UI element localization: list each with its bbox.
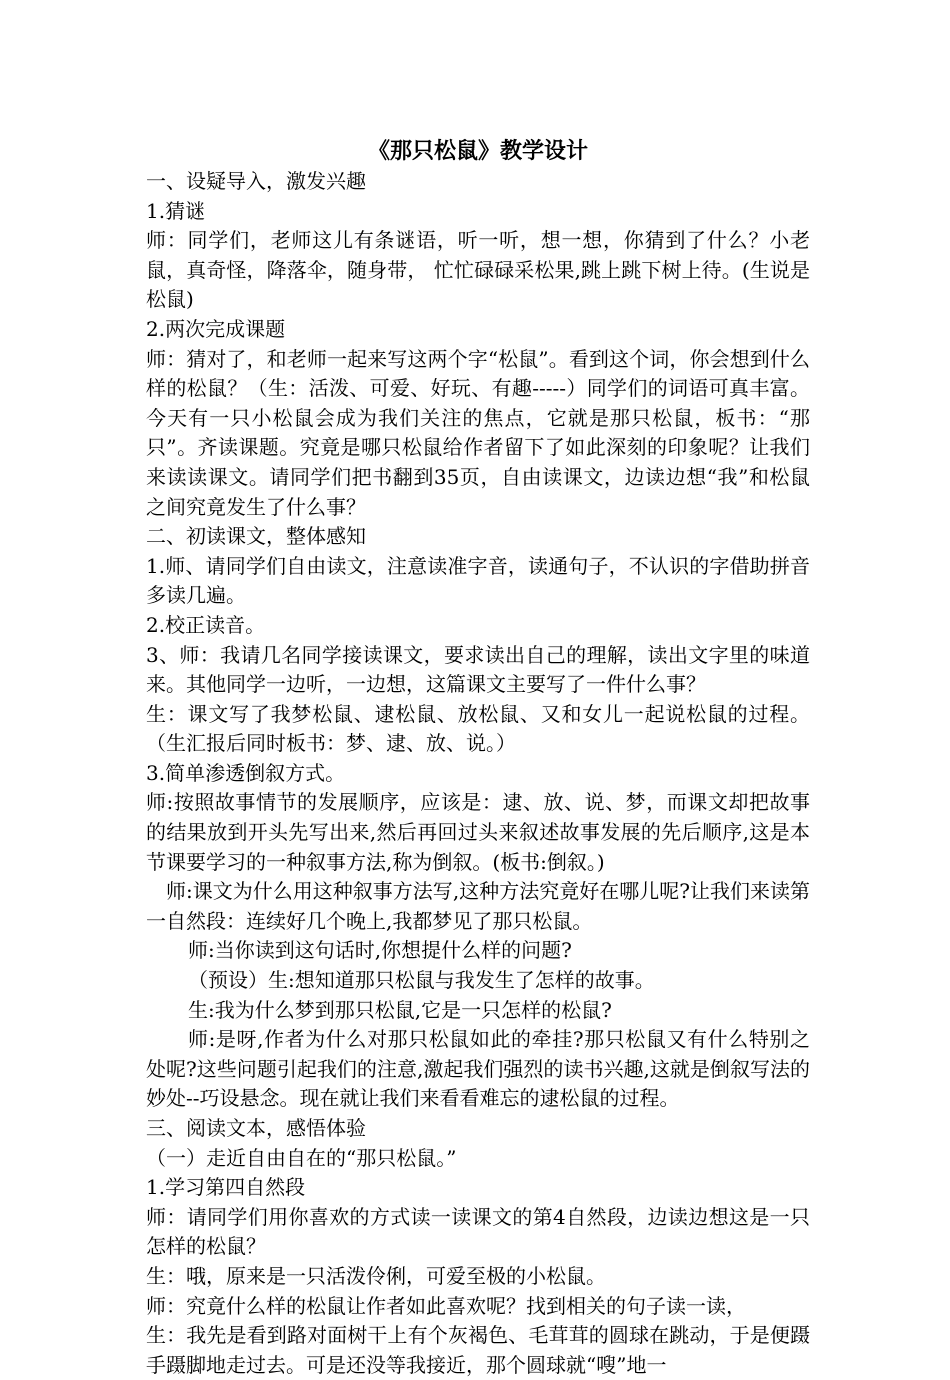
paragraph-student-answer: 生:我为什么梦到那只松鼠,它是一只怎样的松鼠? [188,997,612,1022]
paragraph-student-reading: 生：我先是看到路对面树干上有个灰褐色、毛茸茸的圆球在跳动，于是便蹑手蹑脚地走过去。可是还没等我接近，那个圆球就“嗖”地一 [146,1323,810,1377]
section-heading-2: 二、初读课文，整体感知 [146,524,366,549]
paragraph-preset-answer: （预设）生:想知道那只松鼠与我发生了怎样的故事。 [188,968,655,993]
paragraph-teacher-question: 师:当你读到这句话时,你想提什么样的问题? [188,938,572,963]
subheading-flashback: 3.简单渗透倒叙方式。 [146,760,346,785]
document-page [146,136,810,1380]
paragraph-flashback-why: 师:课文为什么用这种叙事方法写,这种方法究竟好在哪儿呢?让我们来读第一自然段：连续好几个晚上,我都梦见了那只松鼠。 [146,879,810,933]
paragraph-riddle: 师：同学们，老师这儿有条谜语，听一听，想一想，你猜到了什么？小老鼠，真奇怪，降落伞，随身带， 忙忙碌碌采松果,跳上跳下树上待。(生说是松鼠) [146,228,810,312]
subheading-paragraph-four: 1.学习第四自然段 [146,1175,306,1200]
paragraph-relay-reading: 3、师：我请几名同学接读课文，要求读出自己的理解，读出文字里的味道来。其他同学一边听，一边想，这篇课文主要写了一件什么事？ [146,642,810,697]
paragraph-pronunciation: 2.校正读音。 [146,612,266,637]
paragraph-suspense: 师:是呀,作者为什么对那只松鼠如此的牵挂?那只松鼠又有什么特别之处呢?这些问题引起我们的注意,激起我们强烈的读书兴趣,这就是倒叙写法的妙处--巧设悬念。现在就让我们来看看难忘的逮松鼠的过程。 [146,1027,810,1111]
paragraph-title-twice: 师：猜对了，和老师一起来写这两个字“松鼠”。看到这个词，你会想到什么样的松鼠？（生：活泼、可爱、好玩、有趣-----）同学们的词语可真丰富。今天有一只小松鼠会成为我们关注的焦点，它就是那只松鼠，板书：“那只”。齐读课题。究竟是哪只松鼠给作者留下了如此深刻的印象呢？让我们来读读课文。请同学们把书翻到35页，自由读课文，边读边想“我”和松鼠之间究竟发生了什么事？ [146,346,810,519]
subheading-title-twice: 2.两次完成课题 [146,316,286,341]
paragraph-read-four: 师：请同学们用你喜欢的方式读一读课文的第4自然段，边读边想这是一只怎样的松鼠？ [146,1204,810,1259]
section-heading-1: 一、设疑导入，激发兴趣 [146,169,366,193]
section-heading-3: 三、阅读文本，感悟体验 [146,1116,366,1140]
paragraph-student-lively: 生：哦，原来是一只活泼伶俐，可爱至极的小松鼠。 [146,1263,606,1288]
document-title: 《那只松鼠》教学设计 [367,138,588,164]
paragraph-student-summary: 生：课文写了我梦松鼠、逮松鼠、放松鼠、又和女儿一起说松鼠的过程。（生汇报后同时板书：梦、逮、放、说。） [146,701,810,756]
paragraph-flashback-intro: 师:按照故事情节的发展顺序，应该是：逮、放、说、梦，而课文却把故事的结果放到开头先写出来,然后再回过头来叙述故事发展的先后顺序,这是本节课要学习的一种叙事方法,称为倒叙。(板书:倒叙。) [146,790,810,874]
paragraph-find-sentences: 师：究竟什么样的松鼠让作者如此喜欢呢？找到相关的句子读一读， [146,1293,746,1318]
subheading-free-squirrel: （一）走近自由自在的“那只松鼠。” [146,1145,457,1170]
paragraph-free-reading: 1.师、请同学们自由读文，注意读准字音，读通句子，不认识的字借助拼音多读几遍。 [146,553,810,608]
subheading-riddle: 1.猜谜 [146,198,206,223]
